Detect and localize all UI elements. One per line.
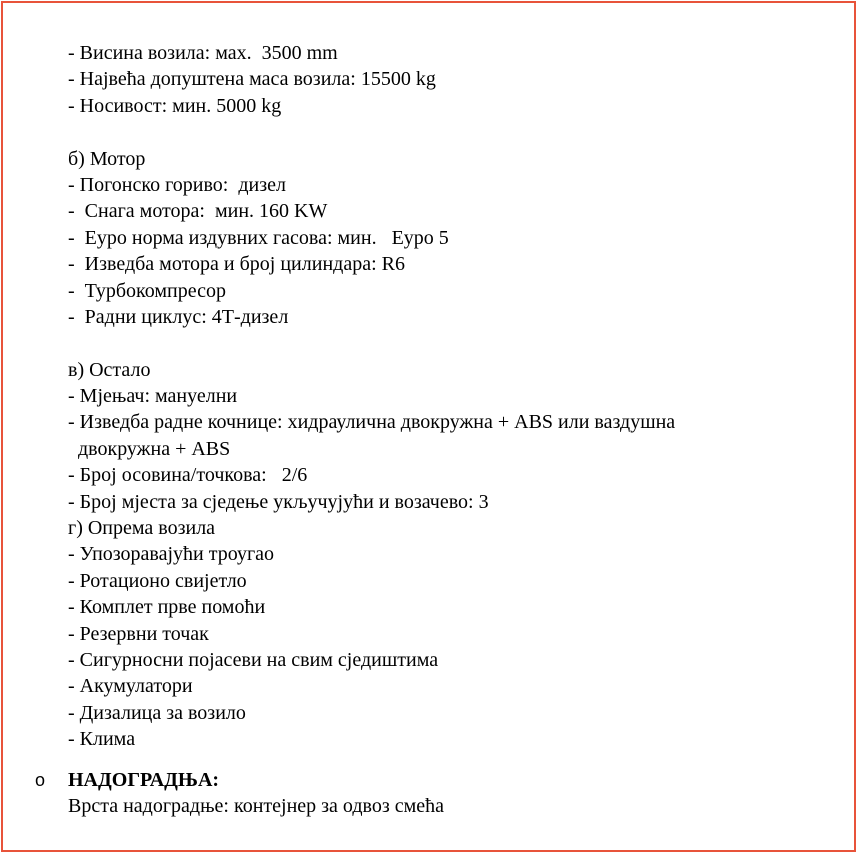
section-heading: б) Мотор — [68, 147, 146, 170]
bullet-marker: o — [35, 769, 46, 790]
list-item: - Изведба мотора и број цилиндара: R6 — [68, 253, 405, 276]
list-item: - Ротационо свијетло — [68, 569, 247, 592]
list-item: - Турбокомпресор — [68, 279, 226, 302]
section-a-tail — [68, 40, 798, 119]
list-item: - Упозоравајући троугао — [68, 543, 275, 566]
list-item: - Висина возила: мах. 3500 mm — [68, 42, 338, 64]
section-heading: в) Остало — [68, 358, 151, 381]
upgrade-heading: НАДОГРАДЊА: — [68, 768, 220, 791]
list-item: - Погонско гориво: дизел — [68, 173, 286, 196]
list-item: - Дизалица за возило — [68, 701, 246, 724]
section-equipment — [68, 515, 798, 753]
list-item: - Еуро норма издувних гасова: мин. Еуро 5 — [68, 226, 449, 249]
list-item-continuation: двокружна + ABS — [68, 437, 231, 460]
list-item: - Мјењач: мануелни — [68, 385, 238, 408]
list-item: - Резервни точак — [68, 622, 209, 645]
list-item: - Клима — [68, 728, 136, 751]
document-body — [35, 40, 798, 819]
list-item: - Акумулатори — [68, 675, 193, 698]
list-item: - Снага мотора: мин. 160 KW — [68, 200, 328, 223]
list-item: - Највећа допуштена маса возила: 15500 kg — [68, 68, 436, 91]
list-item: - Број мјеста за сједење укључујући и возачево: 3 — [68, 490, 489, 513]
list-item: - Носивост: мин. 5000 kg — [68, 94, 282, 117]
list-item: - Сигурносни појасеви на свим сједиштима — [68, 648, 439, 671]
section-engine — [68, 146, 798, 331]
section-other — [68, 357, 798, 515]
list-item: - Комплет прве помоћи — [68, 596, 266, 619]
upgrade-text: Врста надоградње: контејнер за одвоз смећа — [68, 794, 445, 817]
list-item: - Изведба радне кочнице: хидраулична двокружна + ABS или ваздушна — [68, 411, 676, 434]
section-heading: г) Опрема возила — [68, 517, 216, 540]
list-item: - Радни циклус: 4Т-дизел — [68, 305, 289, 328]
section-upgrade — [35, 767, 798, 820]
list-item: - Број осовина/точкова: 2/6 — [68, 464, 308, 487]
